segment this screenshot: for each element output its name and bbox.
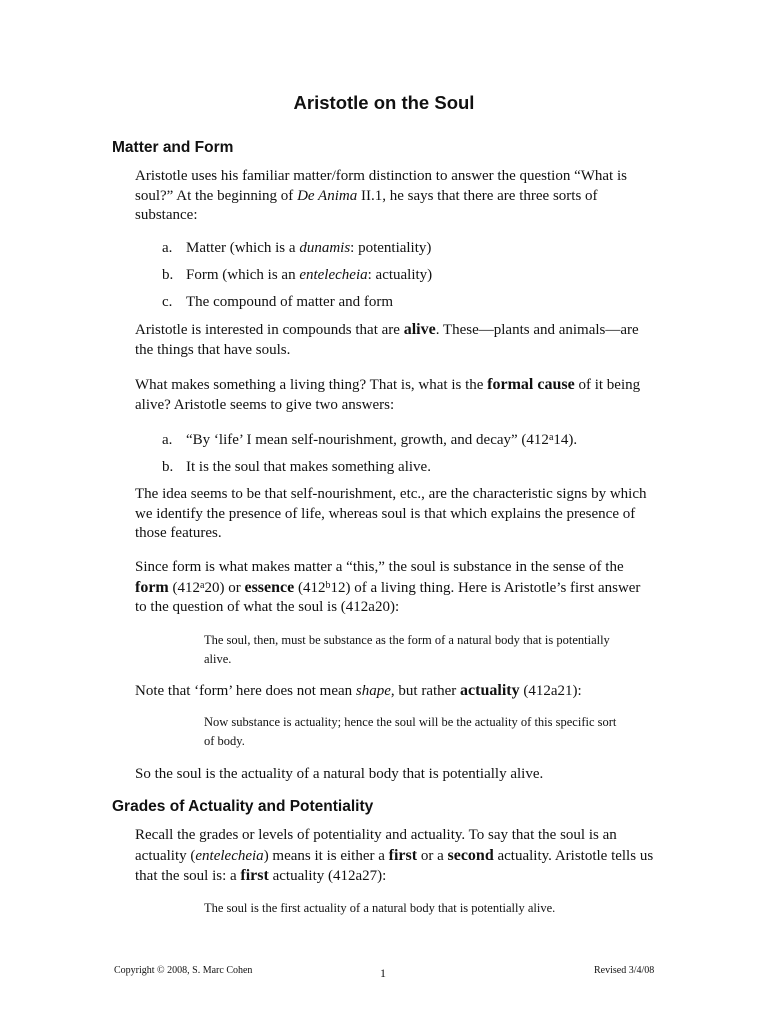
conclusion-paragraph: So the soul is the actuality of a natural body that is potentially alive. — [135, 766, 544, 782]
footer-revised: Revised 3/4/08 — [594, 965, 655, 976]
idea-paragraph: The idea seems to be that self-nourishment, etc., are the characteristic signs by which we identify the presence of life, whereas soul is that which explains the presence of those features. — [135, 486, 647, 541]
footer-copyright: Copyright © 2008, S. Marc Cohen — [114, 965, 253, 976]
block-quote: The soul is the first actuality of a natural body that is potentially alive. — [204, 901, 556, 915]
list-item: b. It is the soul that makes something alive. — [162, 459, 431, 475]
page-number: 1 — [380, 966, 386, 980]
list-item: b. Form (which is an entelecheia: actuality) — [162, 267, 433, 283]
recall-paragraph: Recall the grades or levels of potentiality and actuality. To say that the soul is an actuality (entelecheia) means it is either a first or a second actuality. Aristotle tells us that the soul is: a first actuality (412a27): — [135, 827, 654, 884]
form-essence-paragraph: Since form is what makes matter a “this,” the soul is substance in the sense of the form (412$^a$20) or essence (412$^b$12) of a living thing. Here is Aristotle’s first answer to the question of what the soul is (412a20): — [135, 559, 641, 615]
list-item: a. “By ‘life’ I mean self-nourishment, growth, and decay” (412$^a$14). — [162, 432, 578, 448]
block-quote: Now substance is actuality; hence the soul will be the actuality of this specific sort of body. — [204, 715, 617, 748]
alive-paragraph: Aristotle is interested in compounds that are alive. These—plants and animals—are the things that have souls. — [135, 321, 639, 358]
intro-paragraph: Aristotle uses his familiar matter/form distinction to answer the question “What is soul?” At the beginning of De Anima II.1, he says that there are three sorts of substance: — [135, 168, 627, 223]
note-paragraph: Note that ‘form’ here does not mean shape, but rather actuality (412a21): — [135, 682, 582, 699]
formal-cause-paragraph: What makes something a living thing? That is, what is the formal cause of it being alive? Aristotle seems to give two answers: — [135, 376, 641, 413]
list-item: a. Matter (which is a dunamis: potentiality) — [162, 240, 432, 256]
section-heading-matter-form: Matter and Form — [112, 139, 234, 156]
list-item: c. The compound of matter and form — [162, 294, 394, 310]
section-heading-grades: Grades of Actuality and Potentiality — [112, 798, 374, 815]
page-title: Aristotle on the Soul — [293, 92, 475, 113]
block-quote: The soul, then, must be substance as the form of a natural body that is potentially alive. — [204, 633, 610, 666]
